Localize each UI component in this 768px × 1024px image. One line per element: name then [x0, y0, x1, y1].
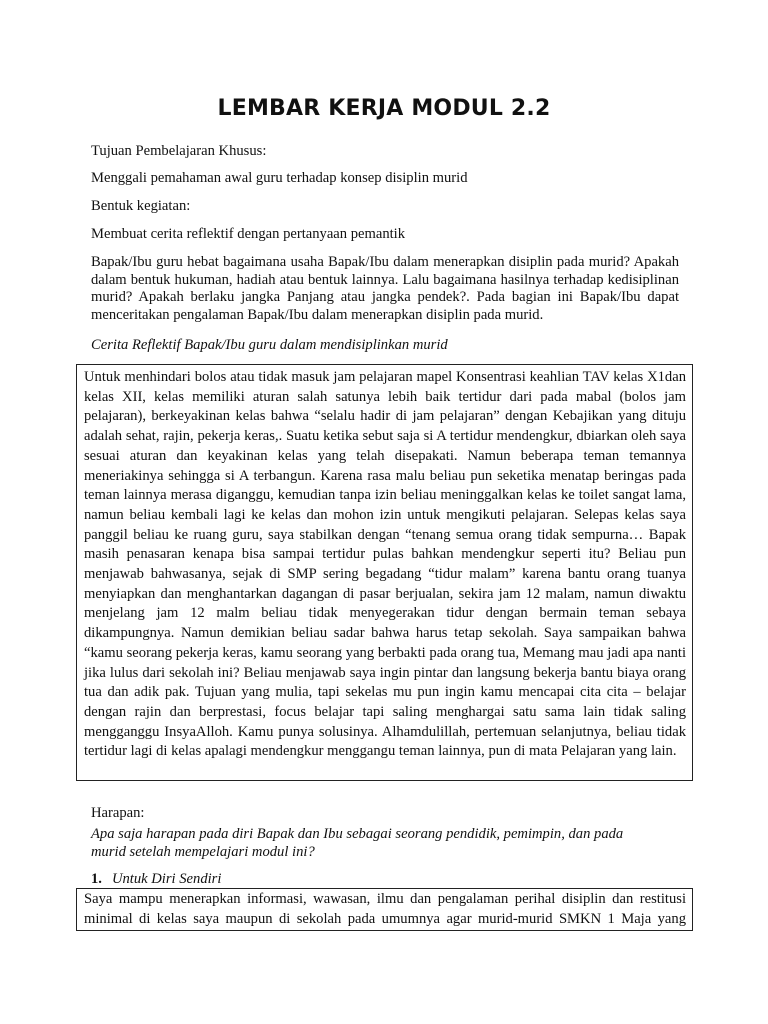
- harapan-label: Harapan:: [91, 805, 145, 821]
- document-title: LEMBAR KERJA MODUL 2.2: [217, 96, 551, 121]
- cerita-heading: Cerita Reflektif Bapak/Ibu guru dalam mendisiplinkan murid: [91, 337, 448, 353]
- cerita-text: Untuk menhindari bolos atau tidak masuk jam pelajaran mapel Konsentrasi keahlian TAV kelas X1dan kelas XII, kelas memiliki aturan salah satunya lebih baik tertidur dari pada mabal (bolos jam pelajaran), berkeyakinan kelas bahwa “selalu hadir di jam pelajaran” dengan Kebajikan yang dituju adalah sehat, rajin, pekerja keras,. Suatu ketika sebut saja si A tertidur mendengkur, dbiarkan oleh saya sesuai aturan dan keyakinan kelas yang telah disepakati. Namun beberapa teman temannya meneriakinya sehingga si A terbangun. Karena rasa malu beliau pun seketika menatap beringas pada teman lainnya merasa diganggu, kemudian tanpa izin beliau meninggalkan kelas ke toilet sangat lama, namun beliau kembali lagi ke kelas dan mohon izin untuk mengikuti pelajaran. Selepas kelas saya panggil beliau ke ruang guru, saya stabilkan dengan “tenang semua orang tidak sempurna… Bapak masih penasaran kenapa bisa sampai tertidur pulas bahkan mendengkur seperti itu? Beliau pun menjawab bahwasanya, sejak di SMP sering begadang “tidur malam” karena bantu orang tuanya menyiapkan dan menghantarkan dagangan di pasar berjualan, sekira jam 12 malam, namun diwaktu menjelang jam 12 malm beliau tidak menyegerakan tidur dengan bermain teman sebaya dikampungnya. Namun demikian beliau sadar bahwa harus tetap sekolah. Saya sampaikan bahwa “kamu seorang pekerja keras, kamu seorang yang berbakti pada orang tua, Memang mau jadi apa nanti jika lulus dari sekolah ini? Beliau menjawab saya ingin pintar dan langsung bekerja bantu biaya orang tua dan adik pak. Tujuan yang mulia, tapi sekelas mu pun ingin kamu mencapai cita cita – belajar dengan rajin dan berprestasi, focus belajar tapi saling menghargai satu sama lain tidak saling mengganggu InsyaAlloh. Kamu punya solusinya. Alhamdulillah, pertemuan selanjutnya, beliau tidak tertidur lagi di kelas apalagi mendengkur menggangu teman lainnya, pun di mata Pelajaran yang lain.: [84, 369, 686, 760]
- diri-sendiri-box: [76, 888, 693, 931]
- diri-sendiri-text: Saya mampu menerapkan informasi, wawasan, ilmu dan pengalaman perihal disiplin dan restitusi minimal di kelas saya maupun di sekolah pada umumnya agar murid-murid SMKN 1 Maja yang: [84, 891, 686, 927]
- bentuk-label: Bentuk kegiatan:: [91, 198, 191, 214]
- tujuan-label: Tujuan Pembelajaran Khusus:: [91, 143, 267, 159]
- list-item-label: Untuk Diri Sendiri: [111, 871, 222, 887]
- tujuan-text: Menggali pemahaman awal guru terhadap konsep disiplin murid: [91, 170, 468, 186]
- list-item-diri-sendiri: [91, 871, 221, 888]
- bentuk-text: Membuat cerita reflektif dengan pertanyaan pemantik: [91, 226, 406, 242]
- intro-paragraph: Bapak/Ibu guru hebat bagaimana usaha Bapak/Ibu dalam menerapkan disiplin pada murid? Apakah dalam bentuk hukuman, hadiah atau bentuk lainnya. Lalu bagaimana hasilnya terhadap kedisiplinan murid? Apakah berlaku jangka Panjang atau jangka pendek?. Pada bagian ini Bapak/Ibu dapat menceritakan pengalaman Bapak/Ibu dalam menerapkan disiplin pada murid.: [91, 254, 679, 323]
- list-item-number: 1.: [91, 871, 102, 887]
- harapan-question: Apa saja harapan pada diri Bapak dan Ibu sebagai seorang pendidik, pemimpin, dan pada murid setelah mempelajari modul ini?: [91, 826, 624, 860]
- cerita-box: [76, 364, 693, 781]
